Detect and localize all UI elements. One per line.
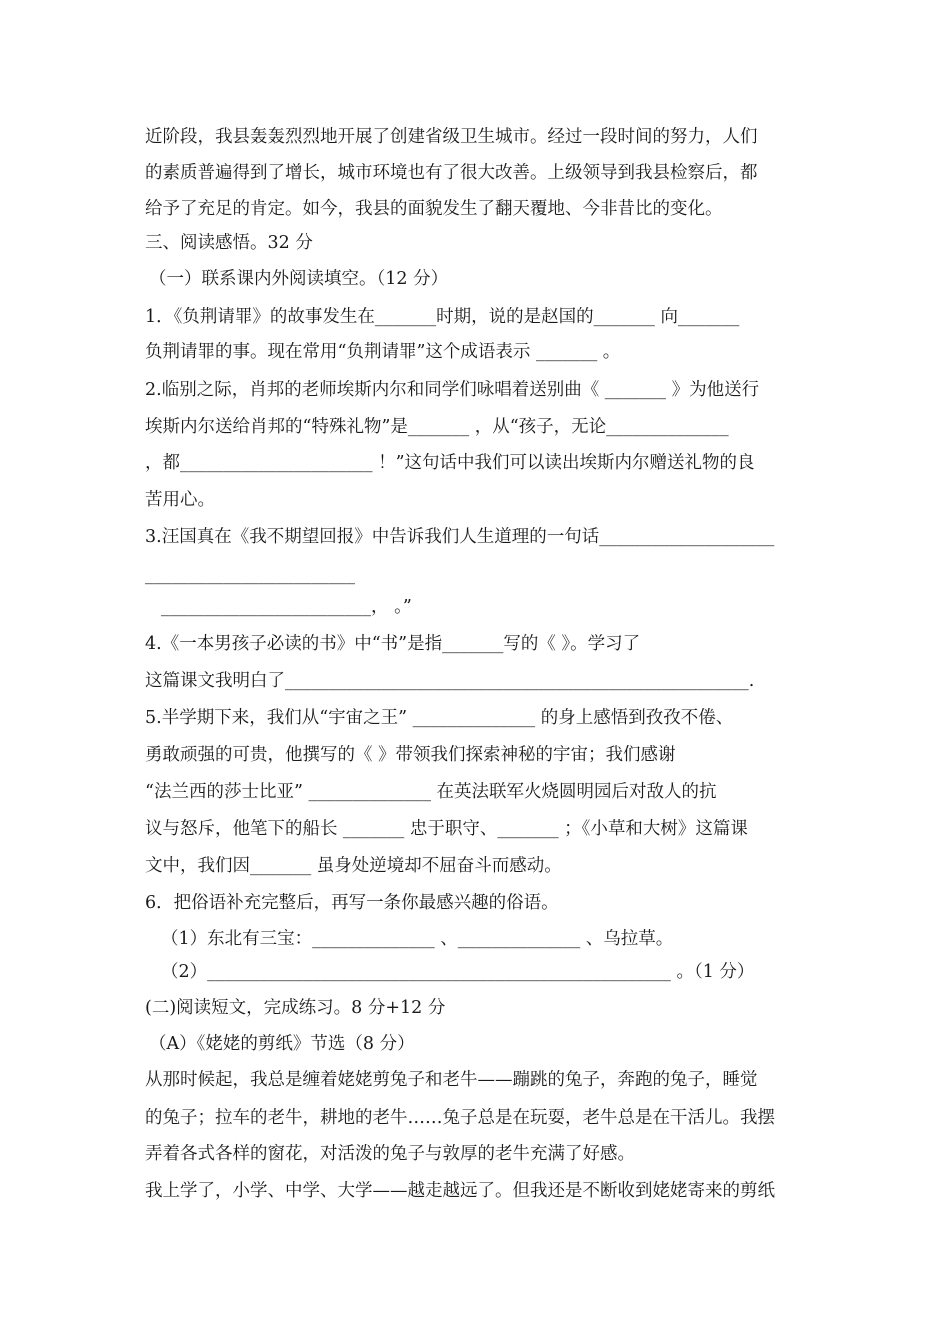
question-line: 1．《负荆请罪》的故事发生在_______时期，说的是赵国的_______ 向_______ xyxy=(145,307,740,327)
passage-line: 从那时候起，我总是缠着姥姥剪兔子和老牛——蹦跳的兔子，奔跑的兔子，睡觉 xyxy=(145,1070,758,1090)
answer-line: ________________________， 。” xyxy=(161,597,412,617)
question-line: 2.临别之际，肖邦的老师埃斯内尔和同学们咏唱着送别曲《 _______ 》为他送行 xyxy=(145,380,760,400)
passage-line: 弄着各式各样的窗花，对活泼的兔子与敦厚的老牛充满了好感。 xyxy=(145,1144,635,1164)
text-line: 给予了充足的肯定。如今，我县的面貌发生了翻天覆地、今非昔比的变化。 xyxy=(145,199,723,219)
question-line: 苦用心。 xyxy=(145,490,215,510)
question-line: 3.汪国真在《我不期望回报》中告诉我们人生道理的一句话____________________ xyxy=(145,527,775,547)
question-line: 这篇课文我明白了_____________________________________________________. xyxy=(145,671,755,691)
passage-title: （A）《姥姥的剪纸》节选（8 分） xyxy=(149,1034,415,1054)
text-line: 近阶段，我县轰轰烈烈地开展了创建省级卫生城市。经过一段时间的努力，人们 xyxy=(145,127,758,147)
passage-line: 我上学了，小学、中学、大学——越走越远了。但我还是不断收到姥姥寄来的剪纸 xyxy=(145,1181,775,1201)
question-line: 5.半学期下来，我们从“宇宙之王” ______________ 的身上感悟到孜孜不倦、 xyxy=(145,708,734,728)
answer-line: ________________________ xyxy=(145,565,355,585)
question-line: 议与怒斥，他笔下的船长 _______ 忠于职守、_______ ；《小草和大树》这篇课 xyxy=(145,819,748,839)
question-line: “法兰西的莎士比亚” ______________ 在英法联军火烧圆明园后对敌人的抗 xyxy=(145,782,717,802)
subsection-heading: （一）联系课内外阅读填空。（12 分） xyxy=(149,269,449,289)
subsection-heading: (二)阅读短文，完成练习。8 分+12 分 xyxy=(145,998,446,1018)
passage-line: 的兔子；拉车的老牛，耕地的老牛……兔子总是在玩耍，老牛总是在干活儿。我摆 xyxy=(145,1108,775,1128)
question-line: ，都______________________ ！”这句话中我们可以读出埃斯内尔赠送礼物的良 xyxy=(145,453,755,473)
question-line: （2）_____________________________________________________ 。（1 分） xyxy=(161,962,755,982)
question-line: 文中，我们因_______ 虽身处逆境却不屈奋斗而感动。 xyxy=(145,856,562,876)
question-line: 4.《一本男孩子必读的书》中“书”是指_______写的《 》。学习了 xyxy=(145,634,641,654)
question-line: 6．把俗语补充完整后，再写一条你最感兴趣的俗语。 xyxy=(145,893,559,913)
section-heading: 三、阅读感悟。32 分 xyxy=(145,233,313,253)
question-line: 负荆请罪的事。现在常用“负荆请罪”这个成语表示 _______ 。 xyxy=(145,342,621,362)
question-line: （1）东北有三宝：______________ 、______________ 、乌拉草。 xyxy=(161,929,674,949)
question-line: 勇敢顽强的可贵，他撰写的《 》带领我们探索神秘的宇宙；我们感谢 xyxy=(145,745,676,765)
text-line: 的素质普遍得到了增长，城市环境也有了很大改善。上级领导到我县检察后，都 xyxy=(145,163,758,183)
question-line: 埃斯内尔送给肖邦的“特殊礼物”是_______ ，从“孩子，无论______________ xyxy=(145,417,729,437)
